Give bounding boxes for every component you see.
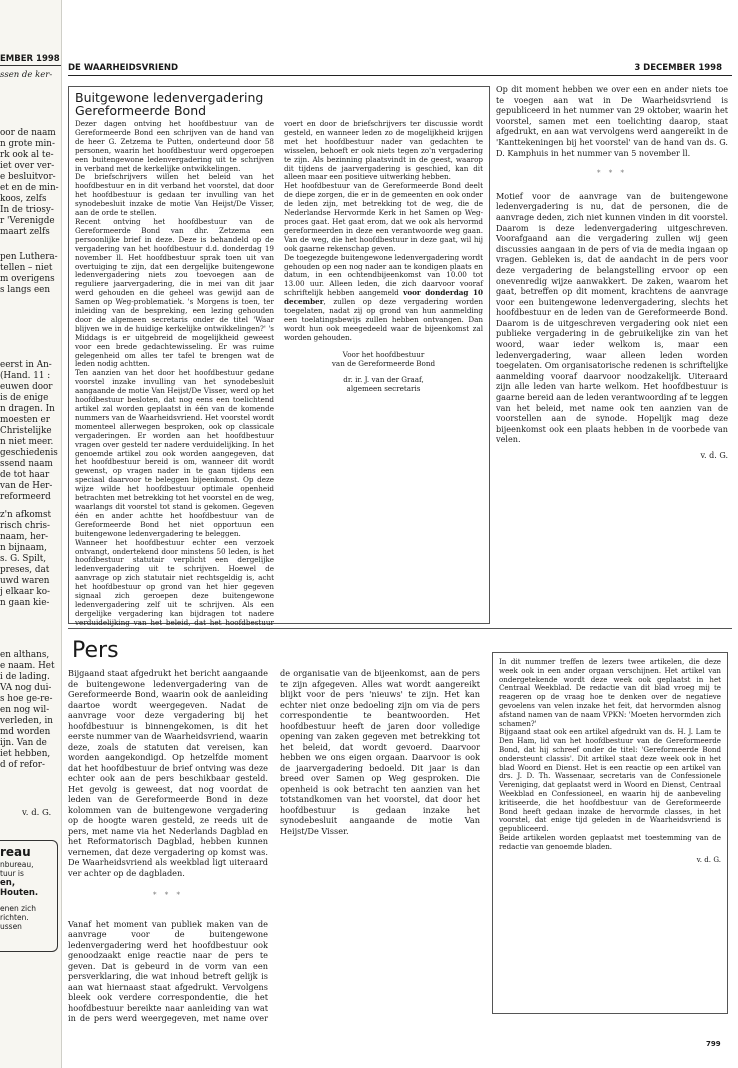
note-paragraph: Bijgaand staat ook een artikel afgedrukt van ds. H. J. Lam te Den Ham, lid van het hoofdbestuur van de Gereformeerde Bond, dat hij schreef onder de titel: 'Gereformeerde Bond ondersteunt classis'. Dit artikel staat deze week ook in het blad Woord en Dienst. Het is een reactie op een artikel van drs. J. D. Th. Wassenaar, secretaris van de Confessionele Vereniging, dat geplaatst werd in Woord en Dienst, Centraal Weekblad en Confessioneel, en waarin hij de aanbeveling kritiseerde, die het hoofdbestuur van de Gereformeerde Bond heeft gedaan inzake de hervormde classes, in het voorstel, dat enige tijd geleden in de Waarheidsvriend is gepubliceerd. [499,727,721,834]
adjacent-info-box [0,840,58,952]
section-title: Pers [72,638,119,663]
adjacent-box-title: reau [0,845,31,859]
adjacent-box-line: nbureau, [0,860,34,869]
article-paragraph: Wanneer het hoofdbestuur echter een verzoek ontvangt, ondertekend door minstens 50 leden, is het hoofdbestuur statutair verplicht een dergelijke ledenvergadering uit te schrijven. Hoewel de aanvrage op zich statutair niet rechtsgeldig is, acht het hoofdbestuur op grond van het hier gegeven signaal zich geroepen deze buitengewone ledenvergadering zelf uit te schrijven. Als een dergelijke vergadering kan bijdragen tot nadere verduidelijking van het beleid, dat het hoofdbestuur voert en door de briefschrijvers ter discussie wordt gesteld, en wanneer leden zo de mogelijkheid krijgen met het hoofdbestuur nader van gedachten te wisselen, behoeft er ook niets tegen zo'n vergadering te zijn. Als bezinning plaatsvindt in de geest, waarop dit tijdens de jaarvergadering is geschied, kan dit alleen maar een positieve uitwerking hebben. [75,119,483,627]
column-paragraph: Motief voor de aanvrage van de buitengewone ledenvergadering is nu, dat de personen, die de aanvrage deden, zich niet kunnen vinden in dit voorstel. Daarom is deze ledenvergadering uitgeschreven. Voorafgaand aan die vergadering zullen wij geen discussies aangaan in de pers of via de media ingaan op vragen. Gebleken is, dat de aandacht in de pers voor deze vergadering de belangstelling ervoor op een onevenredig wijze aanwakkert. De zaken, waarom het gaat, betreffen op dit moment, krachtens de aanvrage voor een buitengewone ledenvergadering, slechts het hoofdbestuur en de leden van de Gereformeerde Bond. Daarom is de uitgeschreven vergadering ook niet een publieke vergadering in de gebruikelijke zin van het woord, waar ieder welkom is, maar een ledenvergadering, waar alleen leden worden toegelaten. Om organisatorische redenen is schriftelijke aanmelding vooraf daarvoor noodzakelijk. Uiteraard zijn alle leden van harte welkom. Het hoofdbestuur is gaarne bereid aan de leden verantwoording af te leggen van het beleid, met name ook ten aanzien van de voorstellen aan de synode. Hopelijk mag deze bijeenkomst ook een plaats hebben in de voorbede van velen. [496,190,728,445]
adjacent-page-header: EMBER 1998 [0,52,62,66]
article-paragraph: Het hoofdbestuur van de Gereformeerde Bond deelt de diepe zorgen, die er in de gemeenten en ook onder de leden zijn, met betrekking tot de weg, die de Nederlandse Hervormde Kerk in het Samen op Weg-proces gaat. Het gaat erom, dat we ook als hervormd gereformeerden in deze een verantwoorde weg gaan. Van de weg, die het hoofdbestuur in deze gaat, wil hij ook gaarne rekenschap geven. [284,181,483,253]
page-header [68,62,732,76]
issue-date: 3 DECEMBER 1998 [634,63,722,73]
signature-line: Voor het hoofdbestuur [342,349,425,359]
column-paragraph: Op dit moment hebben we over een en ander niets toe te voegen aan wat in De Waarheidsvriend is gepubliceerd in het nummer van 29 oktober, waarin het voorstel, samen met een toelichting daarop, staat afgedrukt, en aan wat vervolgens werd aangereikt in de 'Kanttekeningen bij het voorstel' van de hand van ds. G. D. Kamphuis in het nummer van 5 november ll. [496,84,728,158]
horizontal-rule [68,628,732,629]
author-initials: v. d. G. [696,854,721,864]
article-paragraph [284,254,483,343]
newspaper-page [62,0,738,1068]
article-body [75,120,483,630]
paragraph-text: , zullen op deze vergadering worden toegelaten, nadat zij op grond van hun aanmelding een toelatingsbewijs zullen hebben ontvangen. Dan wordt hun ook meegedeeld waar de bijeenkomst zal worden gehouden. [284,297,483,342]
deadline-emphasis: voor donderdag 10 december [284,288,484,307]
page-number: 799 [706,1040,721,1048]
article-paragraph: Dezer dagen ontving het hoofdbestuur van de Gereformeerde Bond een schrijven van de hand van de heer G. Zetzema te Putten, onderteund door 58 personen, waarin het hoofdbestuur werd opgeroepen een buitengewone ledenvergadering uit te schrijven in verband met de kerkelijke ontwikkelingen. [75,119,274,173]
adjacent-signature: v. d. G. [22,808,52,818]
announcement-box [68,86,490,627]
paragraph-text: De toegezegde buitengewone ledenvergadering wordt gehouden op een nog nader aan te kondigen plaats en datum, in een ochtendbijeenkomst van 10.00 tot 13.00 uur. Alleen leden, die zich daarvoor vooraf schriftelijk hebben aangemeld [284,252,483,298]
adjacent-page-subhead: ssen de ker- [0,70,53,80]
adjacent-text-block: oor de naam n grote min- rk ook al te- iet over ver- e besluitvor- et en de min- koos, zelfs In de triosy- r 'Verenigde maart zelfs [0,128,59,237]
signature-line: dr. ir. J. van der Graaf, [343,375,424,385]
signature-line: van de Gereformeerde Bond [331,358,436,368]
publication-name: DE WAARHEIDSVRIEND [68,63,179,73]
author-initials: v. d. G. [700,451,728,460]
pers-article [68,668,480,1024]
article-paragraph: De briefschrijvers willen het beleid van het hoofdbestuur en in dit verband het voorstel, dat door het hoofdbestuur is gedaan ter invulling van het synodebesluit inzake de motie Van Heijst/De Visser, aan de orde te stellen. [75,172,274,218]
note-paragraph: Beide artikelen worden geplaatst met toestemming van de redactie van genoemde bladen. [499,832,721,851]
adjacent-text-block: en althans, e naam. Het i de lading. VA nog dui- s hoe ge-re- en nog wil- verleden, in md worden ijn. Van de iet hebben, d of refor- [0,650,55,770]
article-paragraph: Recent ontving het hoofdbestuur van de Gereformeerde Bond van dhr. Zetzema een persoonlijke brief in deze. Deze is behandeld op de vergadering van het hoofdbestuur d.d. donderdag 19 november ll. Het hoofdbestuur sprak toen uit van overtuiging te zijn, dat een dergelijke buitengewone ledenvergadering niets zou toevoegen aan de reguliere jaarvergadering, die in mei van dit jaar werd gehouden en die geheel was gewijd aan de Samen op Weg-problematiek. 's Morgens is toen, ter inleiding van de bespreking, een lezing gehouden door de algemeen secretaris onder de titel 'Waar blijven we in de huidige kerkelijke ontwikkelingen?' 's Middags is er uitgebreid de mogelijkheid geweest voor een brede gedachtewisseling. Er was ruime gelegenheid om alles ter tafel te brengen wat de leden nodig achtten. [75,216,274,369]
section-divider: * * * [597,169,627,178]
pers-paragraph: Vanaf het moment van publiek maken van de aanvrage voor de buitengewone ledenvergadering werd het hoofdbestuur ook genoodzaakt enige reactie naar de pers te geven. Dat is gebeurd in de vorm van een persverklaring, die wat inhoud betreft gelijk is aan wat hiernaast staat afgedrukt. Vervolgens bleek ook verdere correspondentie, die het hoofdbestuur bereikte naar aanleiding van wat in de pers werd weergegeven, met name over de organisatie van de bijeenkomst, aan de pers te zijn afgegeven. Alles wat wordt aangereikt blijkt voor de pers 'nieuws' te zijn. Het kan echter niet onze bedoeling zijn om via de pers correspondentie te beantwoorden. Het hoofdbestuur heeft de jaren door volledige opening van zaken gegeven met betrekking tot het beleid, dat wordt gevoerd. Daarvoor hebben we ons eigen orgaan. Daarvoor is ook de jaarvergadering bedoeld. Dit jaar is dan breed over Samen op Weg gesproken. Die openheid is ook betracht ten aanzien van het totstandkomen van het voorstel, dat door het hoofdbestuur is gedaan inzake het synodebesluit aangaande de motie Van Heijst/De Visser. [68,668,480,1023]
article-paragraph: Ten aanzien van het door het hoofdbestuur gedane voorstel inzake invulling van het synodebesluit aangaande de motie Van Heijst/De Visser, werd op het hoofdbestuur besloten, dat nog eens een toelichtend artikel zal worden geplaatst in één van de komende nummers van de Waarheidsvriend. Het voorstel wordt momenteel allerwegen besproken, ook op classicale vergaderingen. Er worden aan het hoofdbestuur vragen over gesteld ter nadere verduidelijking. In het genoemde artikel zou ook worden aangegeven, dat het hoofdbestuur bereid is om, wanneer dit wordt gewenst, op vragen nader in te gaan tijdens een speciaal daarvoor te beleggen bijeenkomst. Op deze wijze wilde het hoofdbestuur optimale openheid betrachten met betrekking tot het voorstel en de weg, waarlangs dit voorstel tot stand is gekomen. Gegeven één en ander achtte het hoofdbestuur van de Gereformeerde Bond het niet opportuun een buitengewone ledenvergadering te beleggen. [75,368,274,538]
section-divider: * * * [153,891,183,899]
adjacent-box-strong: Houten. [0,888,39,898]
right-column [496,84,728,624]
adjacent-text-block: eerst in An- (Hand. 11 : euwen door is de enige n dragen. In moesten er Christelijke n niet meer. geschiedenis ssend naam de tot haar van de Her- reformeerd [0,360,58,502]
adjacent-page-strip [0,0,62,1068]
signature-block [284,351,483,395]
adjacent-box-strong: en, [0,878,16,888]
adjacent-text-block: pen Luthera- tellen – niet m overigens s langs een [0,252,58,295]
note-paragraph: In dit nummer treffen de lezers twee artikelen, die deze week ook in een ander orgaan verschijnen. Het artikel van ondergetekende wordt deze week ook geplaatst in het Centraal Weekblad. De redactie van dit blad vroeg mij te reageren op de vraag hoe te denken over de negatieve gevoelens van velen inzake het feit, dat hervormden alsnog afstand namen van de naam VPKN: 'Moeten hervormden zich schamen?' [499,657,721,728]
adjacent-box-line: richten. [0,913,29,922]
article-title: Buitgewone ledenvergadering Gereformeerde Bond [75,90,264,118]
adjacent-box-line: enen zich [0,904,37,913]
adjacent-text-block: z'n afkomst risch chris- naam, her- n bijnaam, s. G. Spilt, preses, dat uwd waren j elkaar ko- n gaan kie- [0,510,52,608]
editorial-note-box [492,652,728,1014]
adjacent-box-line: tuur is [0,869,24,878]
signature-line: algemeen secretaris [346,384,421,394]
adjacent-box-line: ussen [0,922,22,931]
pers-paragraph: Bijgaand staat afgedrukt het bericht aangaande de buitengewone ledenvergadering van de Gereformeerde Bond, waarin ook de aanleiding daartoe wordt weergegeven. Nadat de aanvrage voor deze vergadering bij het hoofdbestuur is binnengekomen, is dit het eerste nummer van de Waarheidsvriend, waarin deze, zoals de statuten dat vereisen, kan worden aangekondigd. Op hetzelfde moment dat het hoofdbestuur de brief ontving was deze echter ook aan de pers beschikbaar gesteld. Het gevolg is geweest, dat nog voordat de leden van de Gereformeerde Bond in deze kolommen van de buitengewone vergadering op de hoogte waren gesteld, ze reeds uit de pers, met name via het Nederlands Dagblad en het Reformatorisch Dagblad, hebben kunnen vernemen, dat deze vergadering op komst was. De Waarheidsvriend als weekblad ligt uiteraard ver achter op de dagbladen. [68,668,268,878]
